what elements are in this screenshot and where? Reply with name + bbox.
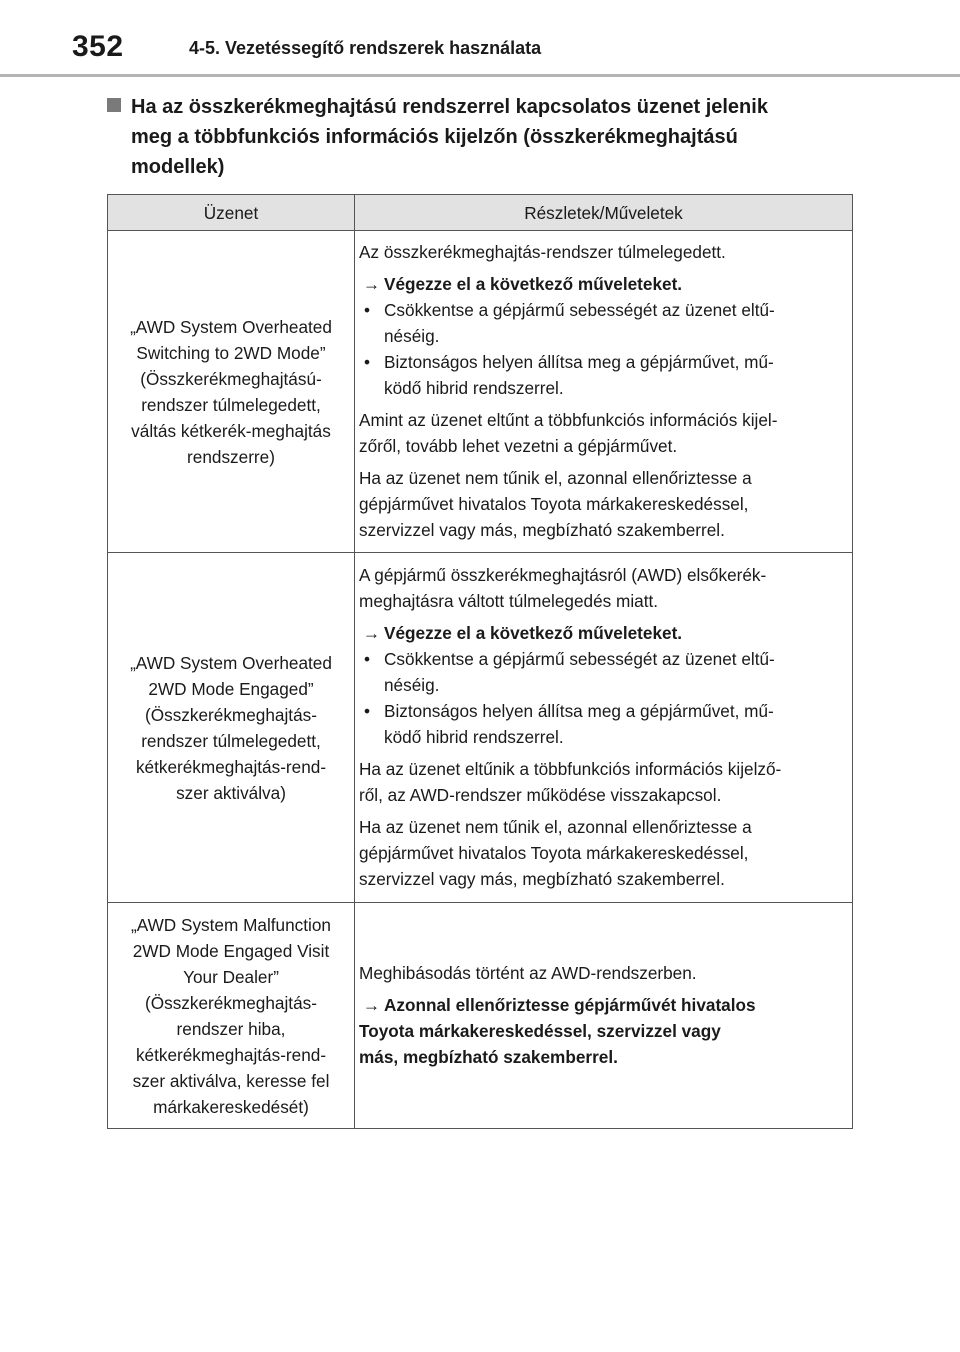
message-line: szer aktiválva, keresse fel	[132, 1070, 330, 1091]
square-bullet-icon	[107, 98, 121, 112]
message-line: 2WD Mode Engaged”	[148, 678, 314, 699]
text-line: Ha az üzenet nem tűnik el, azonnal ellenőriztesse a	[359, 467, 752, 488]
text-line: néséig.	[384, 325, 440, 346]
message-line: „AWD System Overheated	[130, 316, 332, 337]
section-title-line: modellek)	[131, 156, 225, 178]
table-row	[108, 553, 853, 903]
message-line: rendszer túlmelegedett,	[141, 394, 321, 415]
message-line: rendszerre)	[187, 446, 275, 467]
text-line: szervizzel vagy más, megbízható szakemberrel.	[359, 519, 725, 540]
message-line: váltás kétkerék-meghajtás	[131, 420, 331, 441]
message-line: rendszer hiba,	[176, 1018, 286, 1039]
text-line: A gépjármű összkerékmeghajtásról (AWD) elsőkerék-	[359, 564, 767, 585]
bullet-list	[359, 297, 848, 401]
arrow-icon: →	[362, 994, 381, 1015]
message-cell	[108, 231, 355, 553]
text-line: • Csökkentse a gépjármű sebességét az üzenet eltű-	[384, 299, 775, 320]
message-line: szer aktiválva)	[176, 782, 286, 803]
list-item	[359, 297, 848, 349]
text-line: • Biztonságos helyen állítsa meg a gépjárművet, mű-	[384, 700, 774, 721]
action-text: Toyota márkakereskedéssel, szervizzel vagy	[359, 1020, 721, 1041]
message-line: kétkerékmeghajtás-rend-	[135, 756, 327, 777]
section-heading	[107, 92, 867, 182]
text-line: Meghibásodás történt az AWD-rendszerben.	[359, 962, 697, 983]
details-cell	[355, 231, 853, 553]
paragraph	[359, 756, 848, 808]
list-item	[359, 349, 848, 401]
intro-text	[359, 960, 848, 986]
details-cell	[355, 903, 853, 1129]
bullet-list	[359, 646, 848, 750]
message-line: 2WD Mode Engaged Visit	[132, 940, 330, 961]
message-line: (Összkerékmeghajtású-	[140, 368, 322, 389]
message-cell	[108, 553, 355, 903]
text-line: zőről, tovább lehet vezetni a gépjárművet.	[359, 435, 678, 456]
section-title-line: Ha az összkerékmeghajtású rendszerrel kapcsolatos üzenet jelenik	[131, 96, 768, 118]
text-line: Az összkerékmeghajtás-rendszer túlmelegedett.	[359, 241, 726, 262]
action-instruction	[359, 620, 848, 646]
paragraph	[359, 407, 848, 459]
text-line: meghajtásra váltott túlmelegedés miatt.	[359, 590, 659, 611]
message-line: márkakereskedését)	[153, 1096, 309, 1117]
paragraph	[359, 814, 848, 892]
details-cell	[355, 553, 853, 903]
message-line: rendszer túlmelegedett,	[141, 730, 321, 751]
intro-text	[359, 239, 848, 265]
message-line: „AWD System Overheated	[130, 652, 332, 673]
text-line: • Csökkentse a gépjármű sebességét az üzenet eltű-	[384, 648, 775, 669]
text-line: gépjárművet hivatalos Toyota márkakereskedéssel,	[359, 842, 749, 863]
section-title-line: meg a többfunkciós információs kijelzőn (összkerékmeghajtású	[131, 126, 738, 148]
table-row	[108, 903, 853, 1129]
text-line: Amint az üzenet eltűnt a többfunkciós információs kijel-	[359, 409, 778, 430]
paragraph	[359, 465, 848, 543]
chapter-title: 4-5. Vezetéssegítő rendszerek használata	[189, 38, 542, 58]
action-text: Végezze el a következő műveleteket.	[384, 622, 683, 643]
message-table	[107, 194, 853, 1129]
list-item	[359, 646, 848, 698]
text-line: ködő hibrid rendszerrel.	[384, 726, 564, 747]
section-title	[131, 92, 867, 182]
page-header	[0, 0, 960, 78]
intro-text	[359, 562, 848, 614]
message-line: Switching to 2WD Mode”	[136, 342, 326, 363]
action-text: Azonnal ellenőriztesse gépjárművét hivatalos	[384, 994, 756, 1015]
message-cell	[108, 903, 355, 1129]
arrow-icon: →	[362, 622, 381, 643]
message-line: kétkerékmeghajtás-rend-	[135, 1044, 327, 1065]
text-line: szervizzel vagy más, megbízható szakemberrel.	[359, 868, 725, 889]
column-header-details: Részletek/Műveletek	[355, 195, 853, 231]
text-line: Ha az üzenet nem tűnik el, azonnal ellenőriztesse a	[359, 816, 752, 837]
text-line: • Biztonságos helyen állítsa meg a gépjárművet, mű-	[384, 351, 774, 372]
message-line: (Összkerékmeghajtás-	[145, 992, 317, 1013]
action-text: Végezze el a következő műveleteket.	[384, 273, 683, 294]
text-line: ködő hibrid rendszerrel.	[384, 377, 564, 398]
text-line: ről, az AWD-rendszer működése visszakapcsol.	[359, 784, 722, 805]
table-header-row	[108, 195, 853, 231]
text-line: gépjárművet hivatalos Toyota márkakereskedéssel,	[359, 493, 749, 514]
table-row	[108, 231, 853, 553]
action-instruction	[359, 992, 848, 1070]
arrow-icon: →	[362, 273, 381, 294]
message-line: „AWD System Malfunction	[131, 914, 331, 935]
text-line: Ha az üzenet eltűnik a többfunkciós információs kijelző-	[359, 758, 782, 779]
list-item	[359, 698, 848, 750]
page-number: 352	[72, 30, 124, 63]
message-line: Your Dealer”	[183, 966, 279, 987]
column-header-message: Üzenet	[108, 195, 355, 231]
message-line: (Összkerékmeghajtás-	[145, 704, 317, 725]
action-instruction	[359, 271, 848, 297]
action-text: más, megbízható szakemberrel.	[359, 1046, 618, 1067]
header-divider	[0, 74, 960, 77]
text-line: néséig.	[384, 674, 440, 695]
